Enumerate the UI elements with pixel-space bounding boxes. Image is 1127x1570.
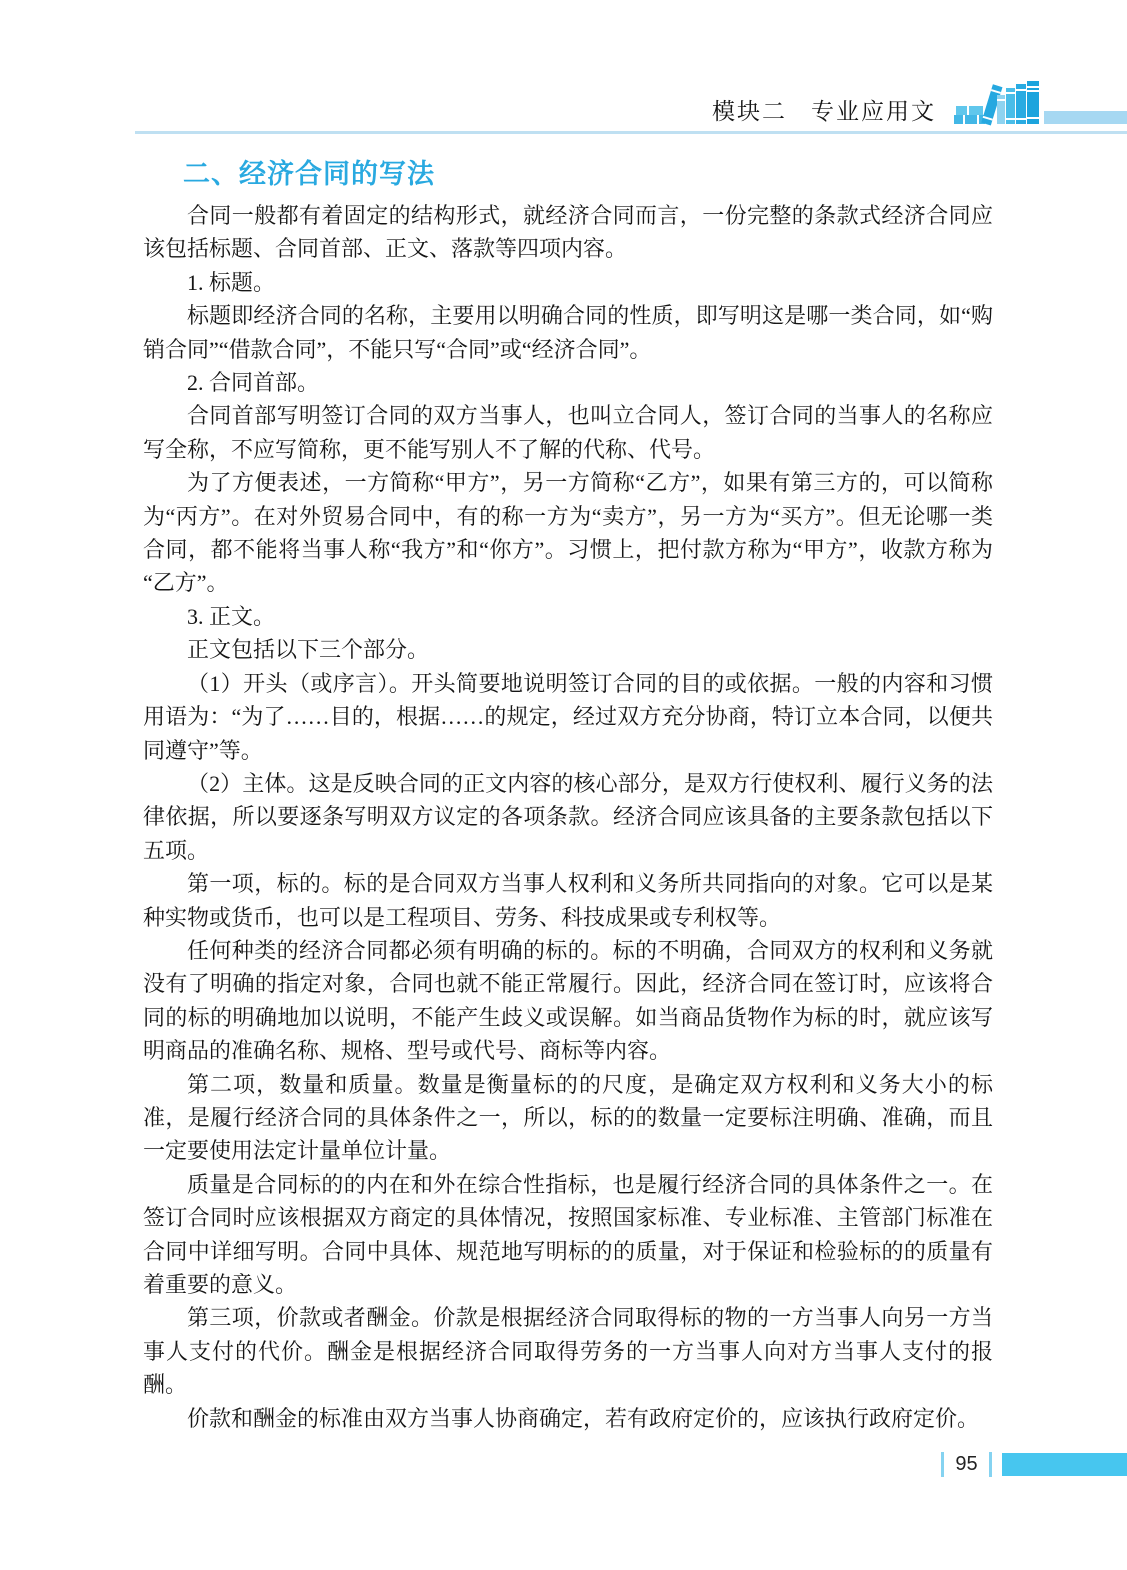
- paragraph: 价款和酬金的标准由双方当事人协商确定，若有政府定价的，应该执行政府定价。: [187, 1405, 980, 1431]
- paragraph-numbered: 1. 标题。: [187, 269, 276, 295]
- page-number-divider-right: [989, 1452, 992, 1477]
- paragraph: 第一项，标的。标的是合同双方当事人权利和义务所共同指向的对象。它可以是某种实物或货币，也可以是工程项目、劳务、科技成果或专利权等。: [143, 871, 993, 930]
- header-module-label: 模块二: [712, 98, 787, 124]
- page-footer: [941, 1452, 1127, 1477]
- page-content: [143, 157, 993, 1435]
- paragraph-numbered: 2. 合同首部。: [187, 370, 320, 396]
- footer-accent-bar: [1002, 1453, 1127, 1476]
- page-number: 95: [955, 1453, 978, 1475]
- header-rule: [135, 131, 1127, 134]
- paragraph: 标题即经济合同的名称，主要用以明确合同的性质，即写明这是哪一类合同，如“购销合同”“借款合同”，不能只写“合同”或“经济合同”。: [143, 303, 993, 362]
- paragraph: （1）开头（或序言）。开头简要地说明签订合同的目的或依据。一般的内容和习惯用语为：“为了……目的，根据……的规定，经过双方充分协商，特订立本合同，以便共同遵守”等。: [143, 670, 993, 763]
- paragraph: 合同首部写明签订合同的双方当事人，也叫立合同人，签订合同的当事人的名称应写全称，不应写简称，更不能写别人不了解的代称、代号。: [143, 403, 993, 462]
- section-heading: 二、经济合同的写法: [183, 159, 435, 189]
- paragraph: 正文包括以下三个部分。: [187, 637, 430, 663]
- books-icon: [954, 81, 1040, 127]
- paragraph: 第二项，数量和质量。数量是衡量标的的尺度，是确定双方权利和义务大小的标准，是履行经济合同的具体条件之一，所以，标的的数量一定要标注明确、准确，而且一定要使用法定计量单位计量。: [143, 1071, 993, 1164]
- page-header: [0, 93, 936, 126]
- paragraph: 任何种类的经济合同都必须有明确的标的。标的不明确，合同双方的权利和义务就没有了明确的指定对象，合同也就不能正常履行。因此，经济合同在签订时，应该将合同的标的明确地加以说明，不能产生歧义或误解。如当商品货物作为标的时，就应该写明商品的准确名称、规格、型号或代号、商标等内容。: [143, 937, 993, 1064]
- header-accent-bar: [1044, 111, 1127, 124]
- paragraph: （2）主体。这是反映合同的正文内容的核心部分，是双方行使权利、履行义务的法律依据，所以要逐条写明双方议定的各项条款。经济合同应该具备的主要条款包括以下五项。: [143, 770, 993, 863]
- paragraph-numbered: 3. 正文。: [187, 603, 276, 629]
- paragraph: 合同一般都有着固定的结构形式，就经济合同而言，一份完整的条款式经济合同应该包括标题、合同首部、正文、落款等四项内容。: [143, 203, 993, 262]
- header-section-label: 专业应用文: [811, 98, 936, 124]
- paragraph: 第三项，价款或者酬金。价款是根据经济合同取得标的物的一方当事人向另一方当事人支付的代价。酬金是根据经济合同取得劳务的一方当事人向对方当事人支付的报酬。: [143, 1305, 993, 1398]
- paragraph: 为了方便表述，一方简称“甲方”，另一方简称“乙方”，如果有第三方的，可以简称为“丙方”。在对外贸易合同中，有的称一方为“卖方”，另一方为“买方”。但无论哪一类合同，都不能将当事人称“我方”和“你方”。习惯上，把付款方称为“甲方”，收款方称为“乙方”。: [143, 470, 993, 596]
- paragraph: 质量是合同标的的内在和外在综合性指标，也是履行经济合同的具体条件之一。在签订合同时应该根据双方商定的具体情况，按照国家标准、专业标准、主管部门标准在合同中详细写明。合同中具体、规范地写明标的的质量，对于保证和检验标的的质量有着重要的意义。: [143, 1171, 993, 1297]
